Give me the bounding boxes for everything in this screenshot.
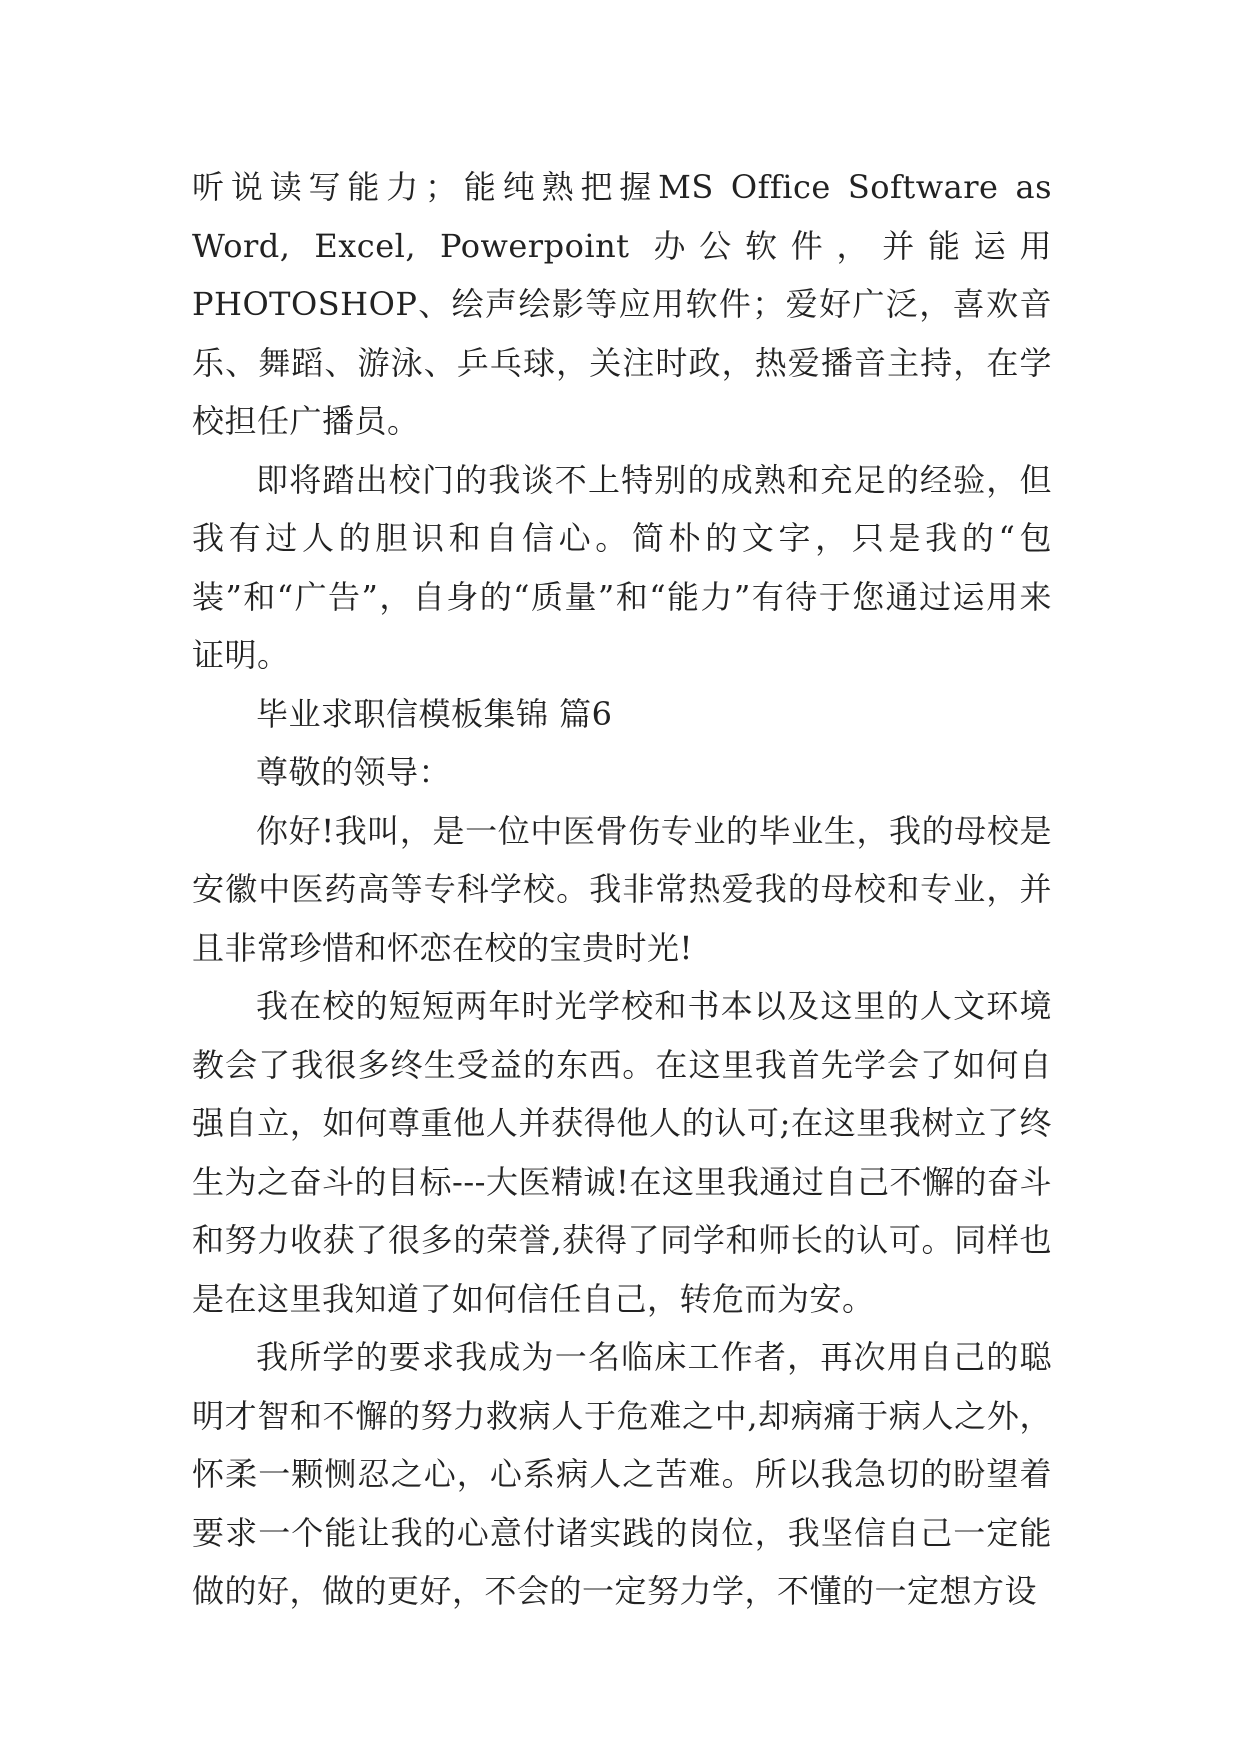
section-heading: 毕业求职信模板集锦 篇6 [256, 694, 613, 733]
paragraph-school-experience: 我在校的短短两年时光学校和书本以及这里的人文环境教会了我很多终生受益的东西。在这里我首先学会了如何自强自立，如何尊重他人并获得他人的认可;在这里我树立了终生为之奋斗的目标---大医精诚!在这里我通过自己不懈的奋斗和努力收获了很多的荣誉,获得了同学和师长的认可。同样也是在这里我知道了如何信任自己，转危而为安。 [192, 987, 1052, 1318]
paragraph-skills: 听说读写能力；能纯熟把握MS Office Software as Word, Excel, Powerpoint 办公软件，并能运用PHOTOSHOP、绘声绘影等应用软件；爱好广泛，喜欢音乐、舞蹈、游泳、乒乓球，关注时政，热爱播音主持，在学校担任广播员。 [192, 168, 1052, 440]
document-body [192, 158, 1052, 1621]
paragraph-confidence: 即将踏出校门的我谈不上特别的成熟和充足的经验，但我有过人的胆识和自信心。简朴的文字，只是我的“包装”和“广告”，自身的“质量”和“能力”有待于您通过运用来证明。 [192, 460, 1052, 674]
paragraph-introduction: 你好!我叫，是一位中医骨伤专业的毕业生，我的母校是安徽中医药高等专科学校。我非常热爱我的母校和专业，并且非常珍惜和怀恋在校的宝贵时光! [192, 811, 1052, 967]
paragraph-career-goal: 我所学的要求我成为一名临床工作者，再次用自己的聪明才智和不懈的努力救病人于危难之中,却病痛于病人之外，怀柔一颗恻忍之心，心系病人之苦难。所以我急切的盼望着要求一个能让我的心意付诸实践的岗位，我坚信自己一定能做的好，做的更好，不会的一定努力学，不懂的一定想方设 [192, 1338, 1052, 1610]
salutation: 尊敬的领导： [256, 753, 452, 791]
